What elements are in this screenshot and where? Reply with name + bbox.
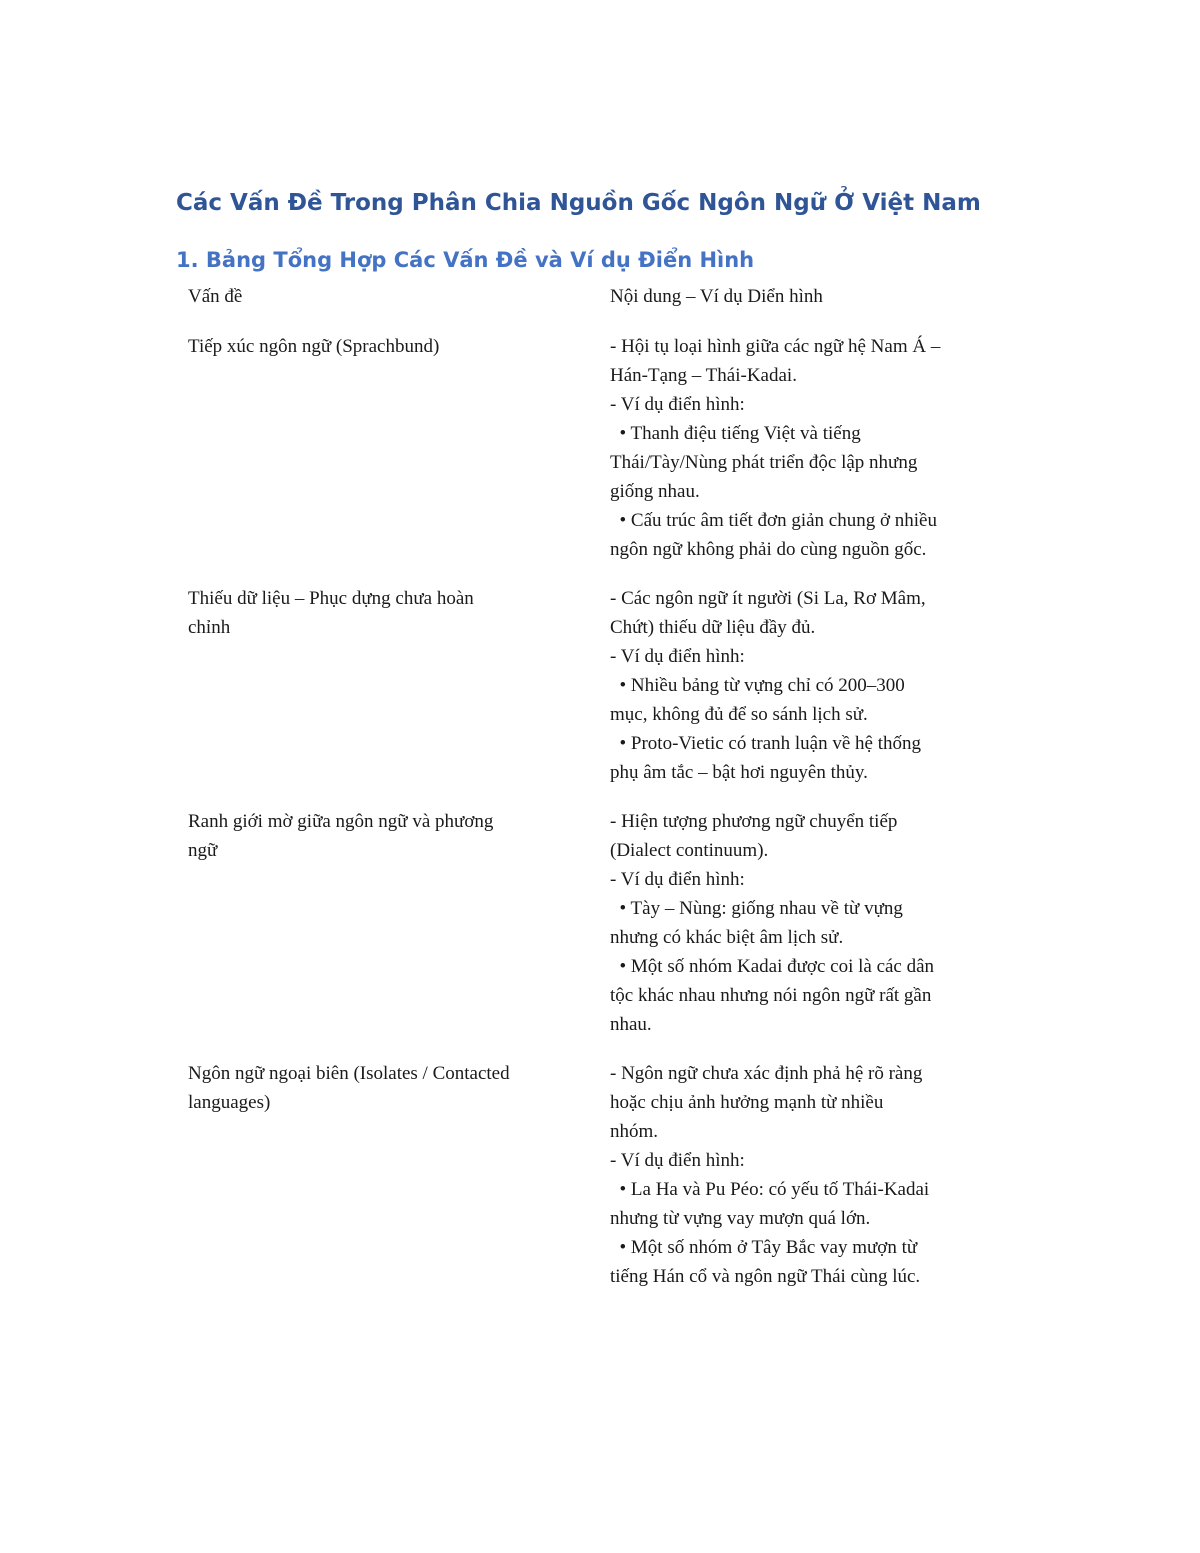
content-line: mục, không đủ để so sánh lịch sử. (610, 704, 868, 725)
issue-line: Thiếu dữ liệu – Phục dựng chưa hoàn (188, 588, 474, 609)
content-line: - Ví dụ điển hình: (610, 869, 745, 890)
content-line: tiếng Hán cổ và ngôn ngữ Thái cùng lúc. (610, 1266, 921, 1287)
content-line: nhóm. (610, 1121, 659, 1142)
issues-table (188, 282, 1028, 1311)
table-row (188, 332, 1028, 564)
document-title: Các Vấn Đề Trong Phân Chia Nguồn Gốc Ngôn Ngữ Ở Việt Nam (176, 190, 981, 216)
content-line: - Ngôn ngữ chưa xác định phả hệ rõ ràng (610, 1063, 923, 1084)
issue-line: chỉnh (188, 617, 231, 638)
content-line: • Thanh điệu tiếng Việt và tiếng (610, 423, 861, 444)
issue-cell (188, 332, 610, 564)
header-content: Nội dung – Ví dụ Diển hình (610, 286, 823, 307)
content-line: (Dialect continuum). (610, 840, 769, 861)
content-line: • Cấu trúc âm tiết đơn giản chung ở nhiều (610, 510, 937, 531)
content-line: • Một số nhóm ở Tây Bắc vay mượn từ (610, 1237, 918, 1258)
table-header-row (188, 282, 1028, 311)
issue-line: Ranh giới mờ giữa ngôn ngữ và phương (188, 811, 494, 832)
content-line: hoặc chịu ảnh hưởng mạnh từ nhiều (610, 1092, 884, 1113)
content-line: • Một số nhóm Kadai được coi là các dân (610, 956, 935, 977)
content-line: • Proto-Vietic có tranh luận về hệ thống (610, 733, 922, 754)
content-line: - Ví dụ điển hình: (610, 646, 745, 667)
issue-line: Tiếp xúc ngôn ngữ (Sprachbund) (188, 336, 440, 357)
content-line: - Hội tụ loại hình giữa các ngữ hệ Nam Á – (610, 336, 941, 357)
content-cell (610, 584, 1028, 787)
table-row (188, 584, 1028, 787)
content-cell (610, 807, 1028, 1039)
content-line: giống nhau. (610, 481, 700, 502)
content-line: Hán-Tạng – Thái-Kadai. (610, 365, 797, 386)
content-line: • Tày – Nùng: giống nhau về từ vựng (610, 898, 903, 919)
content-line: nhưng từ vựng vay mượn quá lớn. (610, 1208, 871, 1229)
issue-cell (188, 1059, 610, 1291)
table-row (188, 807, 1028, 1039)
content-line: - Các ngôn ngữ ít người (Si La, Rơ Mâm, (610, 588, 926, 609)
content-cell (610, 332, 1028, 564)
content-line: - Ví dụ điển hình: (610, 394, 745, 415)
section-heading: 1. Bảng Tổng Hợp Các Vấn Đề và Ví dụ Điển Hình (176, 248, 755, 272)
issue-cell (188, 584, 610, 787)
content-line: • La Ha và Pu Péo: có yếu tố Thái-Kadai (610, 1179, 930, 1200)
content-line: ngôn ngữ không phải do cùng nguồn gốc. (610, 539, 927, 560)
table-row (188, 1059, 1028, 1291)
content-line: nhau. (610, 1014, 652, 1035)
issue-cell (188, 807, 610, 1039)
issue-line: ngữ (188, 840, 218, 861)
issue-line: languages) (188, 1092, 271, 1113)
content-line: - Ví dụ điển hình: (610, 1150, 745, 1171)
content-line: • Nhiều bảng từ vựng chỉ có 200–300 (610, 675, 905, 696)
header-issue: Vấn đề (188, 286, 243, 307)
content-line: Thái/Tày/Nùng phát triển độc lập nhưng (610, 452, 918, 473)
content-cell (610, 1059, 1028, 1291)
issue-line: Ngôn ngữ ngoại biên (Isolates / Contacted (188, 1063, 510, 1084)
content-line: phụ âm tắc – bật hơi nguyên thủy. (610, 762, 868, 783)
content-line: nhưng có khác biệt âm lịch sử. (610, 927, 844, 948)
content-line: tộc khác nhau nhưng nói ngôn ngữ rất gần (610, 985, 932, 1006)
content-line: Chứt) thiếu dữ liệu đầy đủ. (610, 617, 816, 638)
table-body (188, 332, 1028, 1291)
content-line: - Hiện tượng phương ngữ chuyển tiếp (610, 811, 898, 832)
